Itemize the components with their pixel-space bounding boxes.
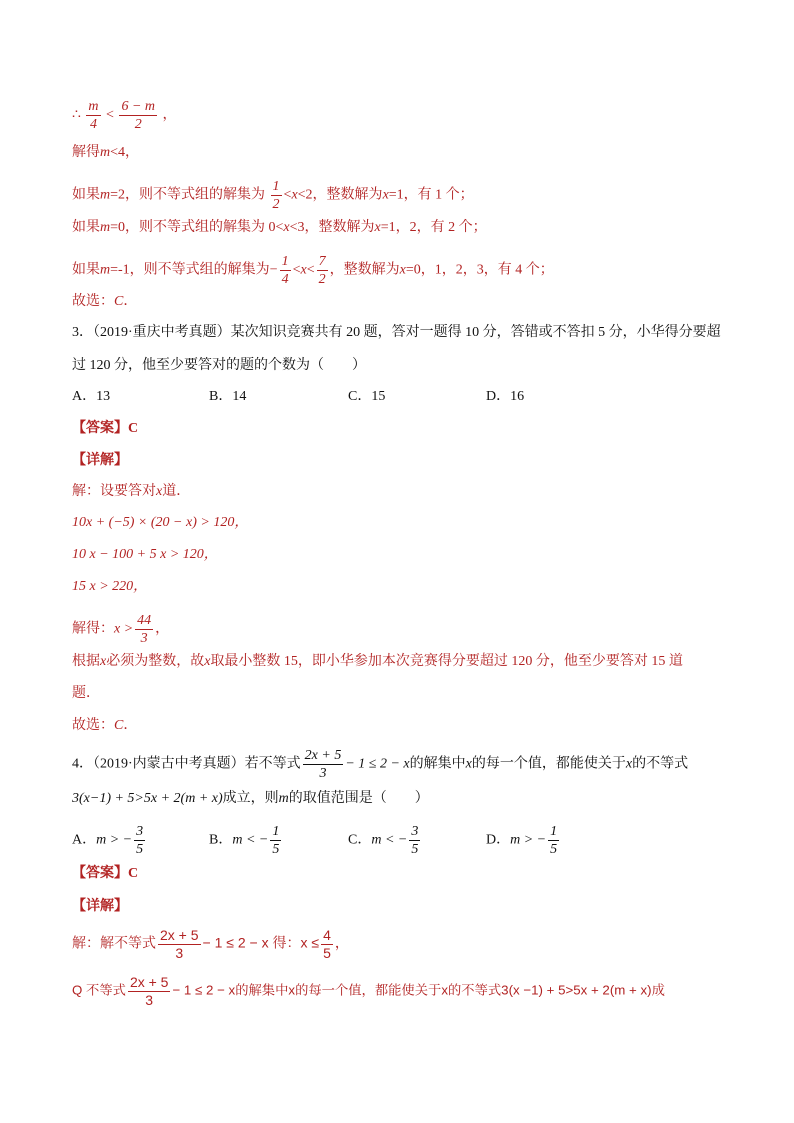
q3-option-d: D．16 <box>486 389 525 404</box>
q4-detail-heading: 【详解】 <box>72 899 128 914</box>
q4-solution-line2: Q 不等式 $\frac{2x + 5}{3}$ − 1 ≤ 2 − x的解集中x的每一个值，都能使关于x的不等式3(x −1) + 5>5x + 2(m + x)成 <box>72 974 665 1008</box>
fraction-1-over-5: $\frac{1}{5}$ <box>272 824 280 857</box>
fraction-2x-plus-5-over-3: $\frac{2x + 5}{3}$ <box>160 927 199 961</box>
q4-option-a: A．m > − $\frac{3}{5}$ <box>72 824 144 857</box>
q4-option-d: D．m > − $\frac{1}{5}$ <box>486 824 558 857</box>
fraction-3-over-5: $\frac{3}{5}$ <box>136 824 144 857</box>
q4-solution-line1: 解：解不等式 $\frac{2x + 5}{3}$ − 1 ≤ 2 − x 得：x ≤ $\frac{4}{5}$ ， <box>72 927 349 961</box>
fraction-2x-plus-5-over-3: $\frac{2x + 5}{3}$ <box>304 748 342 781</box>
case-m-equals-2: 如果m=2，则不等式组的解集为 $\frac{1}{2}$ <x<2，整数解为x=1，有 1 个； <box>72 179 474 212</box>
q4-text-line2: 3(x−1) + 5>5x + 2(m + x)成立，则m的取值范围是（ ） <box>72 791 429 806</box>
q3-equation-3: 15 x > 220， <box>72 579 148 594</box>
fraction-1-over-2: $\frac{1}{2}$ <box>272 179 280 212</box>
q3-select-line: 故选：C． <box>72 718 138 733</box>
solution-m-lt-4: 解得m<4， <box>72 145 140 160</box>
inequality-line-1: ∴ $\frac{m}{4}$ < $\frac{6 - m}{2}$ ， <box>72 99 177 132</box>
q3-reasoning-line1: 根据x必须为整数，故x取最小整数 15，即小华参加本次竞赛得分要超过 120 分，他至少要答对 15 道 <box>72 654 683 669</box>
fraction-4-over-5: $\frac{4}{5}$ <box>323 927 331 961</box>
q3-text-line1: 3．（2019·重庆中考真题）某次知识竞赛共有 20 题，答对一题得 10 分，答错或不答扣 5 分，小华得分要超 <box>72 325 721 340</box>
fraction-1-over-5: $\frac{1}{5}$ <box>550 824 558 857</box>
q3-equation-4: 解得：x > $\frac{44}{3}$ ， <box>72 613 170 646</box>
q4-answer: 【答案】C <box>72 866 139 881</box>
q3-detail-heading: 【详解】 <box>72 453 128 468</box>
fraction-6-minus-m-over-2: $\frac{6 - m}{2}$ <box>121 99 156 132</box>
q3-text-line2: 过 120 分，他至少要答对的题的个数为（ ） <box>72 358 366 373</box>
therefore-symbol: ∴ <box>72 107 81 123</box>
select-line-q2: 故选：C． <box>72 294 138 309</box>
q3-reasoning-line2: 题． <box>72 686 100 701</box>
case-m-equals-0: 如果m=0，则不等式组的解集为 0<x<3，整数解为x=1，2，有 2 个； <box>72 220 487 235</box>
q3-option-a: A．13 <box>72 389 111 404</box>
fraction-3-over-5: $\frac{3}{5}$ <box>411 824 419 857</box>
fraction-2x-plus-5-over-3: $\frac{2x + 5}{3}$ <box>129 974 169 1008</box>
q3-equation-2: 10 x − 100 + 5 x > 120， <box>72 547 218 562</box>
q4-option-c: C．m < − $\frac{3}{5}$ <box>348 824 419 857</box>
q3-solution-setup: 解：设要答对x道． <box>72 484 191 499</box>
fraction-7-over-2: $\frac{7}{2}$ <box>318 254 326 287</box>
fraction-1-over-4: $\frac{1}{4}$ <box>281 254 289 287</box>
q4-option-b: B．m < − $\frac{1}{5}$ <box>209 824 280 857</box>
q3-equation-1: 10x + (−5) × (20 − x) > 120， <box>72 515 249 530</box>
q4-text-line1: 4．（2019·内蒙古中考真题）若不等式 $\frac{2x + 5}{3}$ − 1 ≤ 2 − x的解集中x的每一个值，都能使关于x的不等式 <box>72 748 689 781</box>
q3-option-b: B．14 <box>209 389 247 404</box>
fraction-44-over-3: $\frac{44}{3}$ <box>137 613 152 646</box>
case-m-equals-minus-1: 如果m=-1，则不等式组的解集为− $\frac{1}{4}$ <x< $\frac{7}{2}$ ，整数解为x=0，1，2，3，有 4 个； <box>72 254 554 287</box>
fraction-m-over-4: $\frac{m}{4}$ <box>88 99 99 132</box>
q3-answer: 【答案】C <box>72 421 139 436</box>
q3-option-c: C．15 <box>348 389 386 404</box>
